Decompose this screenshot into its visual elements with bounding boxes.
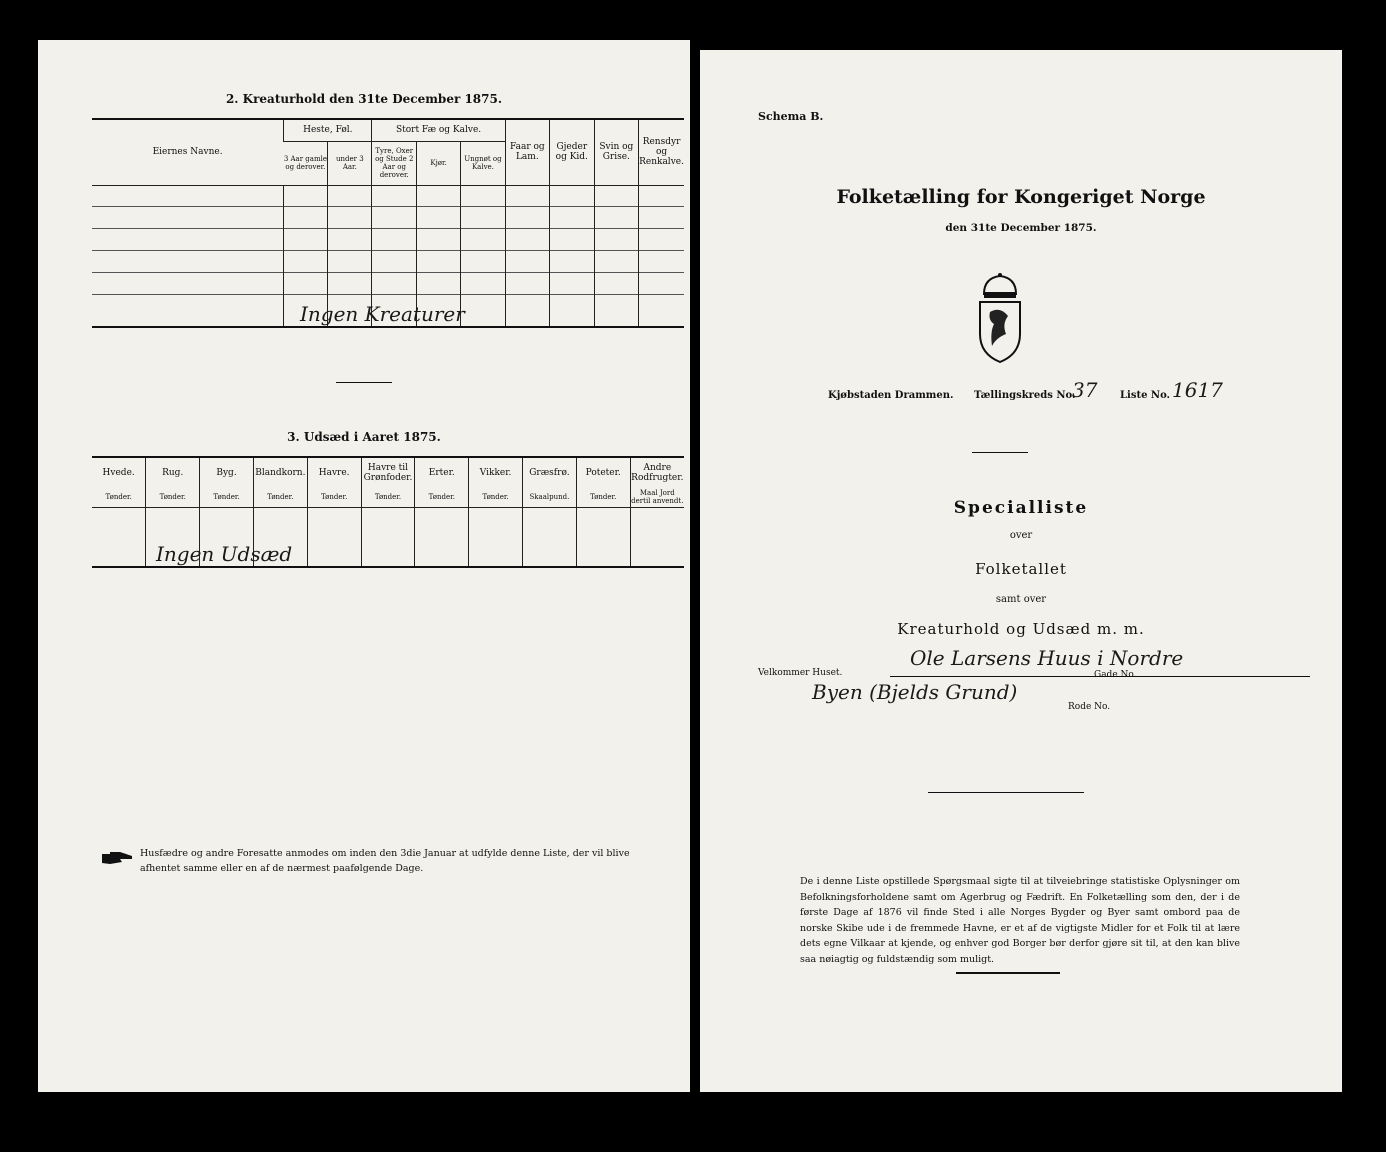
divider: [336, 382, 392, 383]
seed-cell: [469, 507, 523, 567]
horse-young-header: under 3 Aar.: [328, 141, 372, 185]
seed-column-header: Vikker.: [469, 457, 523, 487]
list-number: 1617: [1172, 378, 1223, 402]
form-title: Folketælling for Kongeriget Norge: [836, 186, 1206, 208]
seed-column-unit: Tønder.: [576, 487, 630, 507]
seed-cell: [576, 507, 630, 567]
section2-title: 2. Kreaturhold den 31te December 1875.: [225, 92, 503, 106]
seed-column-header: Poteter.: [576, 457, 630, 487]
seed-column-unit: Tønder.: [146, 487, 200, 507]
seed-column-header: Andre Rodfrugter.: [630, 457, 684, 487]
list-label: Liste No.: [1120, 390, 1171, 401]
divider: [928, 792, 1084, 793]
right-page: [700, 50, 1342, 1092]
seed-column-header: Byg.: [200, 457, 254, 487]
seed-column-header: Havre.: [307, 457, 361, 487]
sheep-header: Faar og Lam.: [505, 119, 549, 185]
form-date: den 31te December 1875.: [945, 222, 1097, 234]
instruction-notice: Husfædre og andre Foresatte anmodes om inden den 3die Januar at udfylde denne Liste, der vil blive afhentet samme eller en af de nærmest paafølgende Dage.: [140, 848, 630, 874]
seed-cell: [92, 507, 146, 567]
seed-cell: [415, 507, 469, 567]
town-label: Kjøbstaden Drammen.: [828, 390, 954, 401]
seed-column-unit: Tønder.: [307, 487, 361, 507]
young-cattle-header: Ungnøt og Kalve.: [461, 141, 505, 185]
no-livestock-handwriting: Ingen Kreaturer: [300, 302, 465, 326]
divider: [972, 452, 1028, 453]
seed-cell: [361, 507, 415, 567]
seed-column-unit: Tønder.: [469, 487, 523, 507]
livestock-table: [92, 118, 684, 328]
rode-label: Rode No.: [1068, 702, 1111, 712]
no-seed-handwriting: Ingen Udsæd: [156, 542, 293, 566]
seed-column-unit: Tønder.: [200, 487, 254, 507]
seed-cell: [523, 507, 577, 567]
specialliste-heading: Specialliste: [953, 498, 1089, 518]
kreaturhold-heading: Kreaturhold og Udsæd m. m.: [897, 620, 1145, 638]
footer-text: De i denne Liste opstillede Spørgsmaal sigte til at tilveiebringe statistiske Oplysninger om Befolkningsforholdene samt om Agerbrug og Fædrift. En Folketælling som den, der i de første Dage af 1876 vil finde Sted i alle Norges Bygder og Byer samt ombord paa de norske Skibe ude i de fremmede Havne, er et af de vigtigste Midler for et Folk til at lære dets egne Vilkaar at kjende, og enhver god Borger bør derfor gjøre sit til, at den kan blive saa nøiagtig og fuldstændig som muligt.: [800, 876, 1240, 965]
district-number: 37: [1072, 378, 1098, 402]
seed-column-unit: Tønder.: [105, 492, 132, 501]
seed-column-header: Erter.: [415, 457, 469, 487]
left-page: [38, 40, 690, 1092]
seed-column-header: Havre til Grønfoder.: [361, 457, 415, 487]
over-text: over: [1009, 530, 1033, 541]
owner-handwriting: Ole Larsens Huus i Nordre: [910, 646, 1184, 670]
folketallet-heading: Folketallet: [975, 560, 1067, 578]
seed-column-unit: Skaalpund.: [523, 487, 577, 507]
seed-column-unit: Tønder.: [361, 487, 415, 507]
street-handwriting: Byen (Bjelds Grund): [812, 680, 1018, 704]
section3-title: 3. Udsæd i Aaret 1875.: [287, 430, 441, 444]
cows-header: Kjør.: [417, 141, 461, 185]
cattle-header: Stort Fæ og Kalve.: [372, 119, 505, 141]
seed-column-header: Græsfrø.: [523, 457, 577, 487]
district-label: Tællingskreds No.: [974, 390, 1076, 401]
horse-old-header: 3 Aar gamle og derover.: [283, 155, 327, 171]
pigs-header: Svin og Grise.: [594, 119, 638, 185]
seed-column-unit: Tønder.: [253, 487, 307, 507]
seed-column-unit: Maal Jord dertil anvendt.: [630, 487, 684, 507]
reindeer-header: Rensdyr og Renkalve.: [639, 119, 684, 185]
seed-column-header: Rug.: [146, 457, 200, 487]
seed-column-unit: Tønder.: [415, 487, 469, 507]
schema-label: Schema B.: [758, 110, 824, 123]
velkommer-label: Velkommer Huset.: [758, 668, 843, 678]
coat-of-arms-icon: [976, 272, 1024, 364]
seed-column-header: Blandkorn.: [253, 457, 307, 487]
seed-column-header: Hvede.: [102, 467, 135, 478]
horses-header: Heste, Føl.: [284, 119, 372, 141]
samt-over-text: samt over: [995, 594, 1047, 605]
bulls-header: Tyre, Oxer og Stude 2 Aar og derover.: [372, 141, 417, 185]
pointing-hand-icon: [100, 850, 134, 866]
seed-cell: [630, 507, 684, 567]
gade-label: Gade No.: [1094, 670, 1137, 680]
seed-cell: [307, 507, 361, 567]
goats-header: Gjeder og Kid.: [550, 119, 595, 185]
divider: [956, 972, 1060, 974]
owner-header: Eiernes Navne.: [152, 147, 223, 158]
